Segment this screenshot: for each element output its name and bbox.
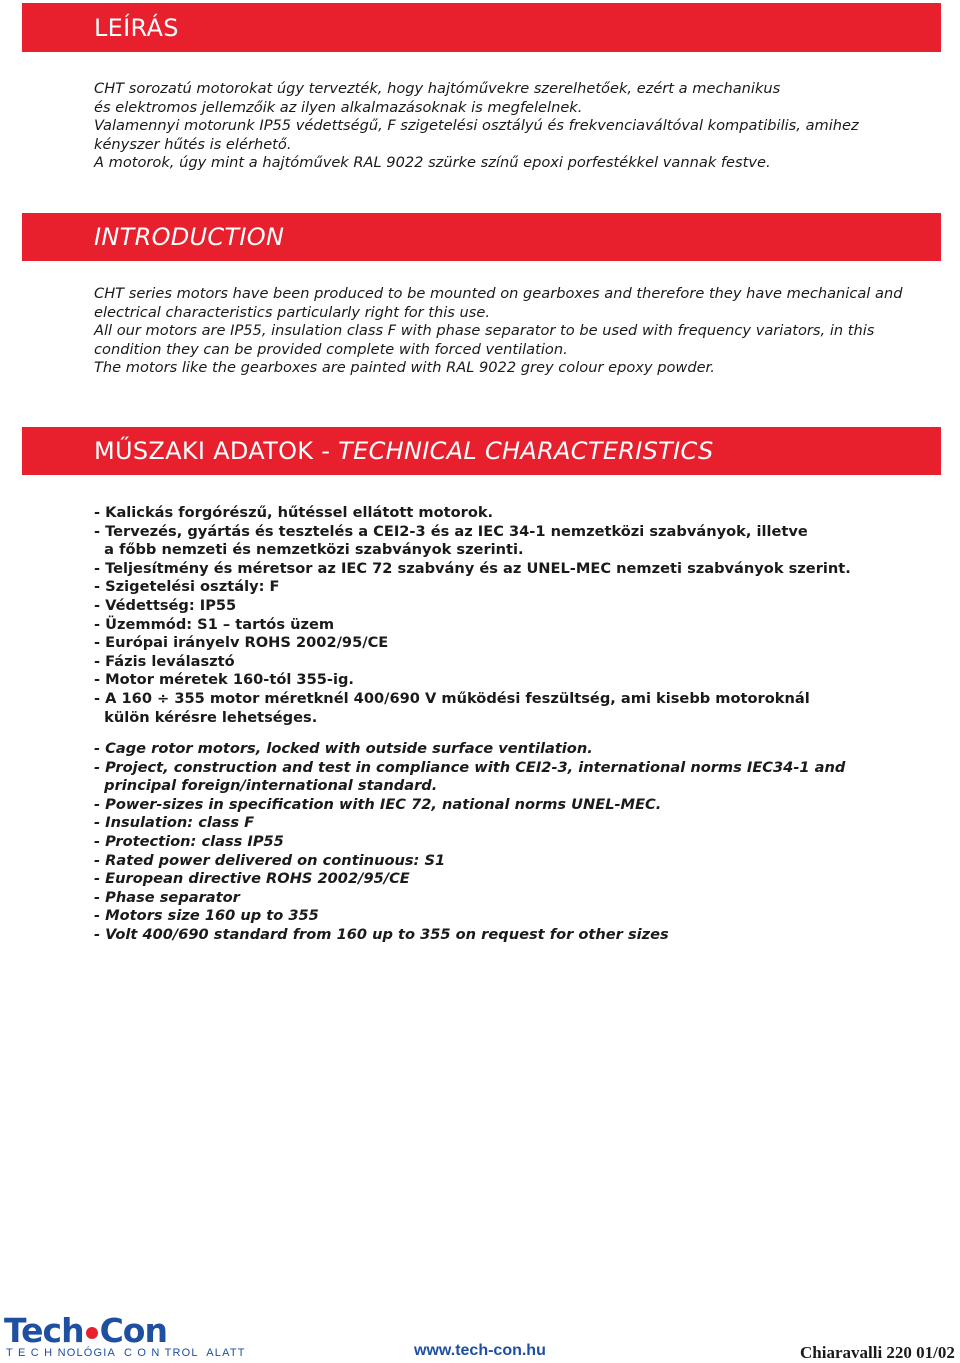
list-item: - Rated power delivered on continuous: S1 [94, 851, 446, 869]
text-line: The motors like the gearboxes are painted with RAL 9022 grey colour epoxy powder. [94, 359, 715, 377]
list-item: - Üzemmód: S1 – tartós üzem [94, 615, 335, 633]
leiras-text [94, 80, 944, 173]
text-line: CHT series motors have been produced to be mounted on gearboxes and therefore they have mechanical and [94, 285, 903, 302]
section-title: INTRODUCTION [94, 223, 285, 251]
logo-tagline: T E C H NOLÓGIA C O N TROL ALATT [6, 1347, 246, 1359]
text-line: A motorok, úgy mint a hajtóművek RAL 9022 szürke színű epoxi porfestékkel vannak festve. [94, 154, 771, 172]
list-item: a főbb nemzeti és nemzetközi szabványok szerinti. [94, 541, 524, 559]
list-item: principal foreign/international standard. [94, 777, 438, 795]
technical-list-en [94, 740, 944, 945]
list-item: külön kérésre lehetséges. [94, 708, 318, 726]
logo-text-tech: Tech [4, 1311, 84, 1350]
text-line: All our motors are IP55, insulation class F with phase separator to be used with frequency variators, in this [94, 322, 875, 340]
list-item: - Kalickás forgórészű, hűtéssel ellátott motorok. [94, 504, 494, 521]
list-item: - Szigetelési osztály: F [94, 578, 280, 596]
technical-list-hu [94, 504, 944, 727]
document-code: Chiaravalli 220 01/02 [800, 1343, 955, 1362]
list-item: - Európai irányelv ROHS 2002/95/CE [94, 634, 389, 652]
list-item: - Insulation: class F [94, 814, 255, 832]
section-title: LEÍRÁS [94, 13, 179, 42]
text-line: és elektromos jellemzőik az ilyen alkalmazásoknak is megfelelnek. [94, 98, 583, 116]
introduction-text [94, 285, 944, 378]
list-item: - Phase separator [94, 888, 240, 906]
list-item: - A 160 ÷ 355 motor méretknél 400/690 V működési feszültség, ami kisebb motoroknál [94, 689, 810, 707]
section-header-leiras [22, 3, 941, 52]
list-item: - Motor méretek 160-tól 355-ig. [94, 671, 354, 689]
section-header-technical [22, 427, 941, 475]
text-line: electrical characteristics particularly right for this use. [94, 303, 491, 321]
list-item: - Motors size 160 up to 355 [94, 907, 319, 925]
text-line: Valamennyi motorunk IP55 védettségű, F szigetelési osztályú és frekvenciaváltóval kompatibilis, amihez [94, 117, 859, 135]
section-header-introduction [22, 213, 941, 261]
text-line: condition they can be provided complete with forced ventilation. [94, 340, 568, 358]
list-item: - Cage rotor motors, locked with outside surface ventilation. [94, 740, 593, 757]
list-item: - Fázis leválasztó [94, 652, 235, 670]
list-item: - Power-sizes in specification with IEC 72, national norms UNEL-MEC. [94, 795, 662, 813]
section-title-en: TECHNICAL CHARACTERISTICS [338, 437, 714, 465]
list-item: - Teljesítmény és méretsor az IEC 72 szabvány és az UNEL-MEC nemzeti szabványok szerint. [94, 559, 851, 577]
techcon-logo [2, 1311, 246, 1361]
logo-text-con: Con [99, 1311, 167, 1350]
logo-dot-icon [86, 1327, 98, 1339]
list-item: - Protection: class IP55 [94, 832, 284, 850]
section-title-hu: MŰSZAKI ADATOK - [94, 437, 339, 465]
logo-wordmark [4, 1313, 167, 1349]
website-link[interactable]: www.tech-con.hu [414, 1342, 546, 1359]
list-item: - Védettség: IP55 [94, 596, 237, 614]
text-line: kényszer hűtés is elérhető. [94, 135, 292, 153]
list-item: - Project, construction and test in compliance with CEI2-3, international norms IEC34-1 and [94, 758, 846, 776]
text-line: CHT sorozatú motorokat úgy tervezték, hogy hajtóművekre szerelhetőek, ezért a mechanikus [94, 80, 781, 97]
list-item: - Tervezés, gyártás és tesztelés a CEI2-3 és az IEC 34-1 nemzetközi szabványok, illetve [94, 522, 808, 540]
list-item: - European directive ROHS 2002/95/CE [94, 870, 410, 888]
list-item: - Volt 400/690 standard from 160 up to 355 on request for other sizes [94, 925, 669, 943]
